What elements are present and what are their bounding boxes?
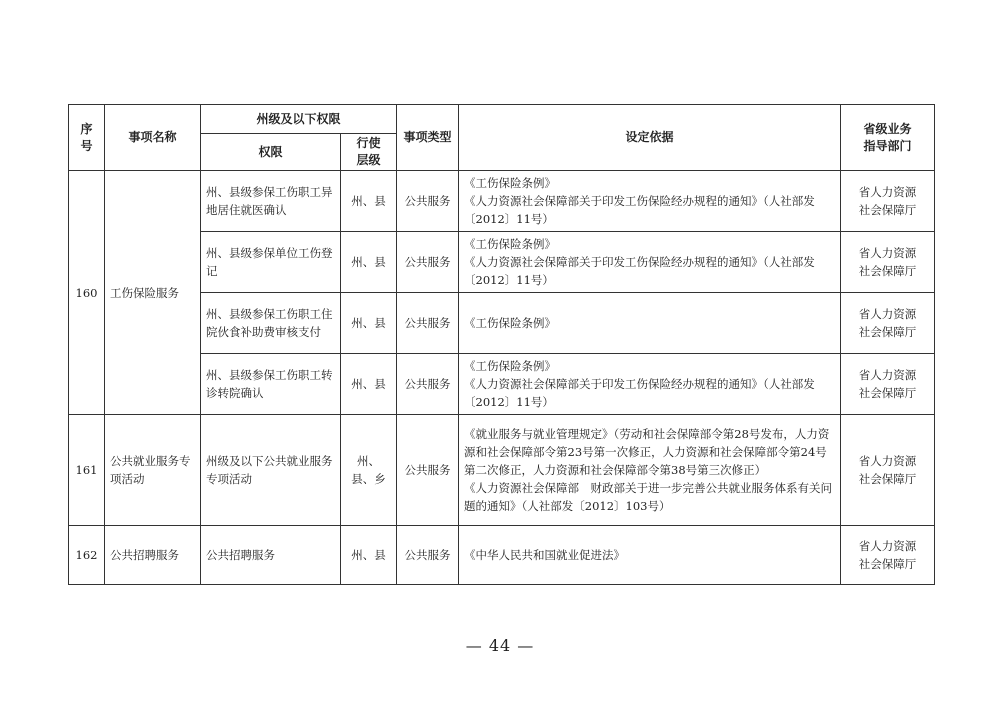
cell-guidance-dept: 省人力资源 社会保障厅 (841, 293, 935, 354)
cell-level: 州、县 (341, 354, 397, 415)
cell-legal-basis: 《工伤保险条例》 (459, 293, 841, 354)
cell-authority: 州、县级参保工伤职工转诊转院确认 (201, 354, 341, 415)
cell-authority: 州级及以下公共就业服务专项活动 (201, 415, 341, 526)
service-items-table (68, 104, 935, 585)
header-authority-group: 州级及以下权限 (201, 105, 397, 134)
cell-guidance-dept: 省人力资源 社会保障厅 (841, 354, 935, 415)
header-item-type: 事项类型 (397, 105, 459, 171)
cell-legal-basis: 《工伤保险条例》 《人力资源社会保障部关于印发工伤保险经办规程的通知》（人社部发〔2012〕11号） (459, 354, 841, 415)
header-item-name: 事项名称 (105, 105, 201, 171)
cell-item-type: 公共服务 (397, 526, 459, 585)
cell-legal-basis: 《工伤保险条例》 《人力资源社会保障部关于印发工伤保险经办规程的通知》（人社部发〔2012〕11号） (459, 232, 841, 293)
header-authority: 权限 (201, 134, 341, 171)
cell-item-name: 工伤保险服务 (105, 171, 201, 415)
page-number: — 44 — (465, 636, 535, 655)
cell-item-type: 公共服务 (397, 415, 459, 526)
table-row (69, 526, 935, 585)
cell-item-type: 公共服务 (397, 232, 459, 293)
cell-guidance-dept: 省人力资源 社会保障厅 (841, 232, 935, 293)
cell-authority: 公共招聘服务 (201, 526, 341, 585)
cell-legal-basis: 《中华人民共和国就业促进法》 (459, 526, 841, 585)
cell-level: 州、县 (341, 526, 397, 585)
cell-level: 州、县、乡 (341, 415, 397, 526)
cell-authority: 州、县级参保单位工伤登记 (201, 232, 341, 293)
cell-seq: 162 (69, 526, 105, 585)
table-row (69, 415, 935, 526)
cell-guidance-dept: 省人力资源 社会保障厅 (841, 415, 935, 526)
cell-guidance-dept: 省人力资源 社会保障厅 (841, 526, 935, 585)
cell-authority: 州、县级参保工伤职工异地居住就医确认 (201, 171, 341, 232)
cell-level: 州、县 (341, 171, 397, 232)
header-seq: 序 号 (69, 105, 105, 171)
cell-seq: 160 (69, 171, 105, 415)
cell-legal-basis: 《就业服务与就业管理规定》（劳动和社会保障部令第28号发布，人力资源和社会保障部令第23号第一次修正，人力资源和社会保障部令第24号第二次修正，人力资源和社会保障部令第38号第三次修正） 《人力资源社会保障部 财政部关于进一步完善公共就业服务体系有关问题的通知》（人社部发〔2012〕103号） (459, 415, 841, 526)
header-guidance-dept: 省级业务 指导部门 (841, 105, 935, 171)
cell-item-name: 公共就业服务专项活动 (105, 415, 201, 526)
cell-authority: 州、县级参保工伤职工住院伙食补助费审核支付 (201, 293, 341, 354)
cell-legal-basis: 《工伤保险条例》 《人力资源社会保障部关于印发工伤保险经办规程的通知》（人社部发〔2012〕11号） (459, 171, 841, 232)
header-legal-basis: 设定依据 (459, 105, 841, 171)
cell-item-type: 公共服务 (397, 354, 459, 415)
table-row (69, 171, 935, 232)
cell-seq: 161 (69, 415, 105, 526)
cell-level: 州、县 (341, 293, 397, 354)
table-body (69, 171, 935, 585)
cell-item-type: 公共服务 (397, 171, 459, 232)
cell-guidance-dept: 省人力资源 社会保障厅 (841, 171, 935, 232)
header-level: 行使 层级 (341, 134, 397, 171)
cell-level: 州、县 (341, 232, 397, 293)
cell-item-type: 公共服务 (397, 293, 459, 354)
cell-item-name: 公共招聘服务 (105, 526, 201, 585)
